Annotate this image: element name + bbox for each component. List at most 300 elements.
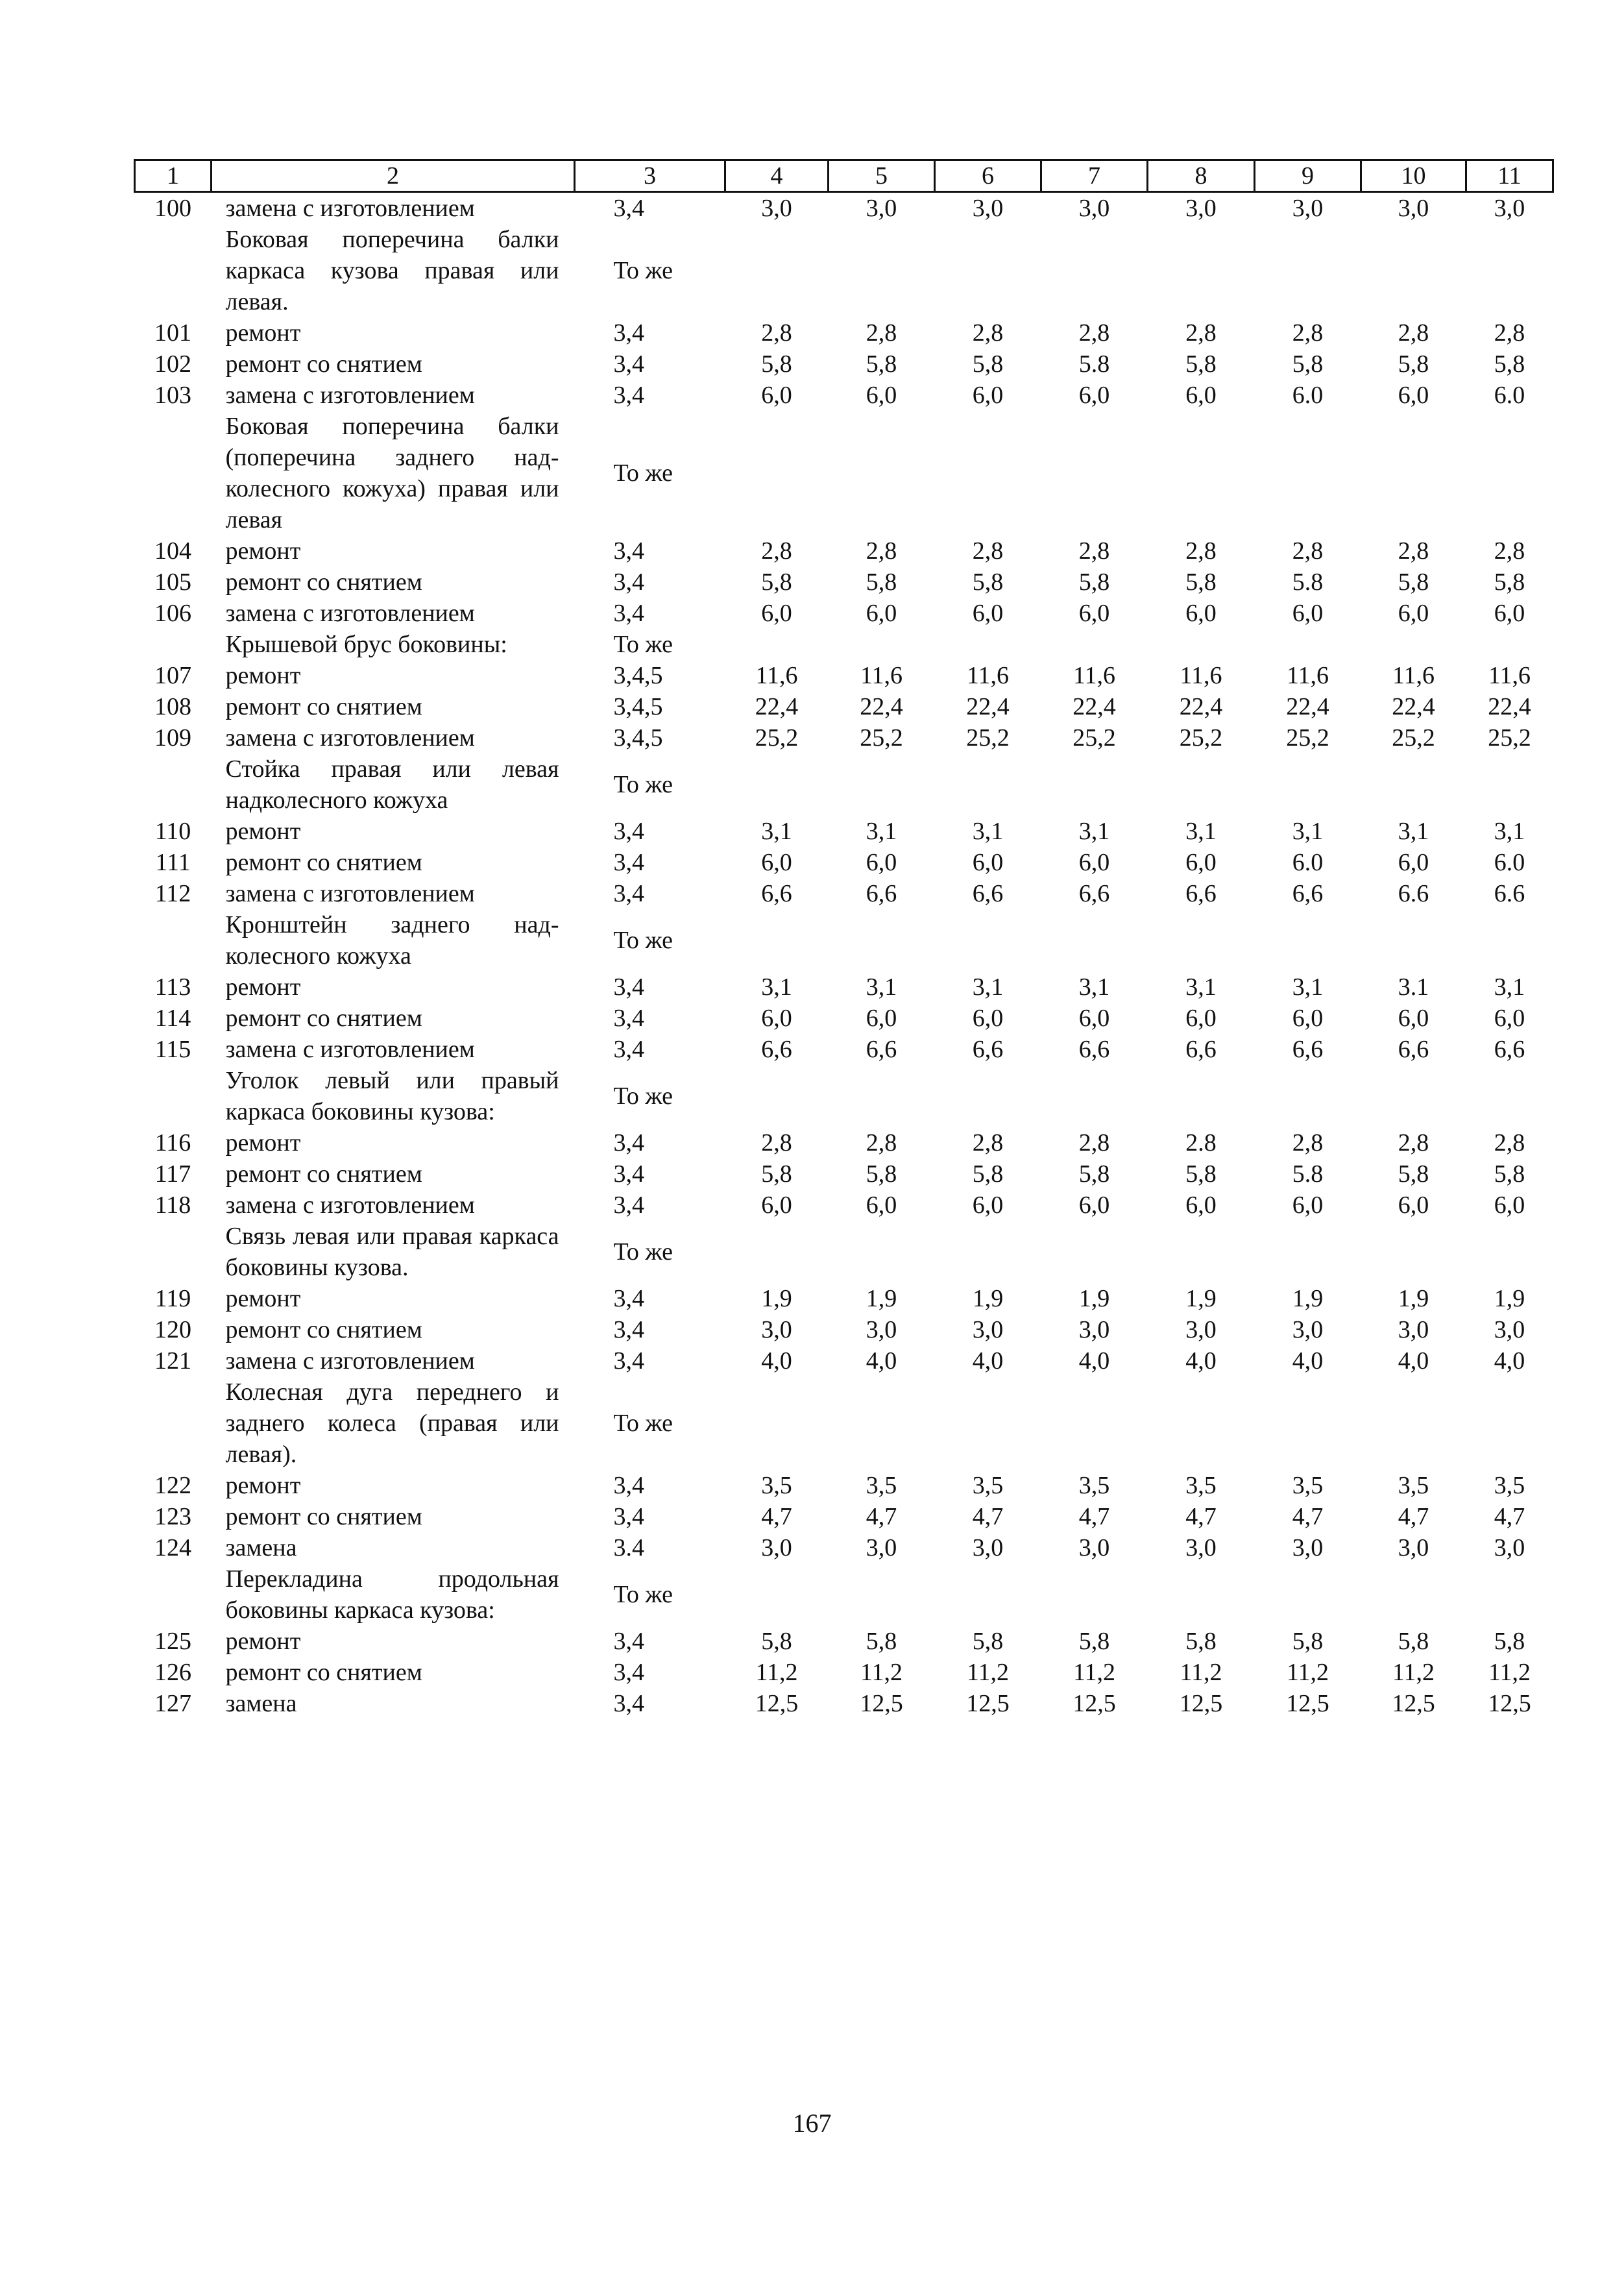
part-name: Крышевой брус боковины: [225,631,507,658]
condition-codes: 3,4 [613,1036,644,1063]
table-row [135,1657,1553,1688]
item-number: 101 [154,319,191,347]
operation-name: ремонт [225,1472,301,1499]
norm-value-col-4: 25,2 [755,724,799,752]
operation-name: ремонт со снятием [225,1316,422,1343]
operation-name: ремонт [225,973,301,1001]
norm-value-col-10: 6,6 [1398,1036,1429,1063]
condition-codes: 3,4 [613,1472,644,1499]
norm-value-col-10 [1361,1221,1466,1283]
norm-value-col-5: 3,0 [866,195,897,222]
norm-value-col-8: 5,8 [1185,350,1217,378]
norm-value-col-4: 5,8 [761,569,792,596]
norm-value-col-11: 6,0 [1494,600,1525,627]
norm-value-col-10: 6,0 [1398,1192,1429,1219]
norm-value-col-8 [1148,629,1255,660]
norm-value-col-6: 22,4 [966,693,1010,720]
norm-value-col-9 [1255,1376,1361,1470]
norm-value-col-5 [829,1563,935,1626]
norm-value-col-5: 12,5 [860,1690,903,1717]
norm-value-col-10 [1361,629,1466,660]
norm-value-col-6: 6,0 [972,1192,1004,1219]
norm-value-col-4 [725,1221,829,1283]
part-name: Уголок левый или правый каркаса боковины кузова: [225,1067,559,1125]
norm-value-col-8 [1148,753,1255,816]
norm-value-col-5: 5,8 [866,350,897,378]
norm-value-col-8: 3,0 [1185,1534,1217,1561]
item-number: 110 [154,818,191,845]
item-number: 105 [154,569,191,596]
norm-value-col-8 [1148,411,1255,535]
norm-value-col-7: 22,4 [1073,693,1116,720]
norm-value-col-5: 3,0 [866,1534,897,1561]
norm-value-col-6 [935,629,1041,660]
operation-name: ремонт со снятием [225,569,422,596]
part-name: Колесная дуга переднего и заднего колеса (правая или левая). [225,1378,559,1468]
norm-value-col-7: 2,8 [1078,537,1110,565]
norm-value-col-11: 5,8 [1494,1160,1525,1188]
norm-value-col-8: 4,7 [1185,1503,1217,1530]
norm-value-col-6: 2,8 [972,537,1004,565]
norm-value-col-5: 4,7 [866,1503,897,1530]
norm-value-col-5: 3,5 [866,1472,897,1499]
norm-value-col-8 [1148,224,1255,317]
norm-value-col-9 [1255,1065,1361,1127]
norm-value-col-4 [725,629,829,660]
norm-value-col-5: 5,8 [866,1628,897,1655]
condition-codes: 3,4 [613,849,644,876]
norm-value-col-7: 25,2 [1073,724,1116,752]
norm-value-col-8 [1148,909,1255,972]
norm-value-col-5 [829,753,935,816]
norm-value-col-9: 25,2 [1286,724,1329,752]
item-number: 117 [154,1160,191,1188]
norm-value-col-4 [725,411,829,535]
table-row [135,1003,1553,1034]
column-header-11: 11 [1466,160,1553,192]
norm-value-col-8: 3,1 [1185,818,1217,845]
part-name: Кронштейн заднего над-колесного кожуха [225,911,559,970]
norm-value-col-11: 3,0 [1494,1534,1525,1561]
norm-value-col-5: 5,8 [866,569,897,596]
condition-codes: 3,4,5 [613,693,663,720]
norm-value-col-5: 6,0 [866,600,897,627]
norm-value-col-10: 5,8 [1398,1628,1429,1655]
norm-value-col-11: 22,4 [1488,693,1531,720]
norm-value-col-6: 11,2 [966,1659,1010,1686]
norm-value-col-10: 6,0 [1398,600,1429,627]
norm-value-col-5: 3,1 [866,818,897,845]
norm-value-col-7: 2,8 [1078,1129,1110,1156]
part-name: Стойка правая или левая надколесного кожуха [225,755,559,814]
norm-value-col-6: 25,2 [966,724,1010,752]
norm-value-col-5: 6,0 [866,1005,897,1032]
column-header-7: 7 [1041,160,1148,192]
condition-codes: 3,4 [613,1129,644,1156]
norm-value-col-7 [1041,224,1148,317]
norm-value-col-9: 5.8 [1292,1160,1324,1188]
operation-name: ремонт [225,818,301,845]
group-heading-row [135,753,1553,816]
norm-value-col-5: 6,0 [866,382,897,409]
norm-value-col-11: 2,8 [1494,319,1525,347]
item-number: 108 [154,693,191,720]
norm-value-col-6: 6,0 [972,1005,1004,1032]
condition-codes: 3,4 [613,195,644,222]
norm-value-col-7: 6,0 [1078,600,1110,627]
norm-value-col-8: 6,0 [1185,1192,1217,1219]
norm-value-col-9: 5.8 [1292,569,1324,596]
column-header-2: 2 [212,160,575,192]
norm-value-col-9 [1255,629,1361,660]
norm-value-col-5: 6,0 [866,849,897,876]
norm-value-col-4: 11,6 [755,662,798,689]
condition-codes: 3,4 [613,1659,644,1686]
norm-value-col-9 [1255,411,1361,535]
table-row [135,1127,1553,1158]
norm-value-col-7 [1041,1376,1148,1470]
norm-value-col-9: 22,4 [1286,693,1329,720]
norm-value-col-10: 6.6 [1398,880,1429,907]
norm-value-col-7: 3,5 [1078,1472,1110,1499]
norm-value-col-6: 5,8 [972,350,1004,378]
part-name: Перекладина продольная боковины каркаса кузова: [225,1565,559,1624]
norm-value-col-9 [1255,1563,1361,1626]
condition-codes: То же [613,927,673,954]
condition-codes: 3,4 [613,600,644,627]
norm-value-col-4: 5,8 [761,350,792,378]
norm-value-col-11: 6,6 [1494,1036,1525,1063]
norm-value-col-4: 6,0 [761,1005,792,1032]
norm-value-col-5: 2,8 [866,1129,897,1156]
norm-value-col-4: 5,8 [761,1628,792,1655]
norm-value-col-6: 3,0 [972,1534,1004,1561]
table-row [135,317,1553,349]
norm-value-col-8: 6,0 [1185,1005,1217,1032]
norm-value-col-7: 6,0 [1078,1005,1110,1032]
condition-codes: 3,4 [613,880,644,907]
item-number [135,1563,212,1626]
condition-codes: 3,4 [613,1503,644,1530]
norm-value-col-8: 2.8 [1185,1129,1217,1156]
norm-value-col-4: 5,8 [761,1160,792,1188]
norm-value-col-9: 3,0 [1292,1316,1324,1343]
table-row [135,380,1553,411]
norm-value-col-9: 3,0 [1292,1534,1324,1561]
norm-value-col-4 [725,1376,829,1470]
norm-value-col-7: 4,0 [1078,1347,1110,1375]
norm-value-col-8: 22,4 [1179,693,1223,720]
norm-value-col-8: 6,6 [1185,1036,1217,1063]
norm-value-col-11: 6.0 [1494,382,1525,409]
operation-name: ремонт [225,1129,301,1156]
condition-codes: 3,4 [613,1160,644,1188]
condition-codes: 3,4 [613,350,644,378]
norm-value-col-9: 6,0 [1292,600,1324,627]
norm-value-col-10: 22,4 [1392,693,1435,720]
operation-name: замена с изготовлением [225,1347,475,1375]
column-header-row [135,160,1553,192]
norm-value-col-6: 5,8 [972,1628,1004,1655]
norm-value-col-11: 4,7 [1494,1503,1525,1530]
table-row [135,1532,1553,1563]
norm-value-col-5 [829,629,935,660]
operation-name: замена с изготовлением [225,880,475,907]
norm-value-col-4 [725,909,829,972]
item-number: 111 [155,849,191,876]
norm-value-col-6: 3,0 [972,195,1004,222]
table-row [135,535,1553,567]
norm-value-col-11 [1466,1376,1553,1470]
condition-codes: 3,4 [613,818,644,845]
norm-value-col-11: 12,5 [1488,1690,1531,1717]
norm-value-col-11: 6,0 [1494,1192,1525,1219]
norm-value-col-5: 3,0 [866,1316,897,1343]
norm-value-col-8: 3,5 [1185,1472,1217,1499]
norm-value-col-4: 6,0 [761,1192,792,1219]
table-body [135,192,1553,1720]
column-header-4: 4 [725,160,829,192]
operation-name: замена с изготовлением [225,600,475,627]
item-number: 115 [154,1036,191,1063]
norm-value-col-4 [725,1563,829,1626]
column-header-5: 5 [829,160,935,192]
group-heading-row [135,224,1553,317]
norm-value-col-11 [1466,629,1553,660]
norm-value-col-4: 3,1 [761,973,792,1001]
condition-codes: 3.4 [613,1534,644,1561]
norm-value-col-11 [1466,1065,1553,1127]
norm-value-col-10 [1361,753,1466,816]
table-row [135,691,1553,722]
norm-value-col-6: 5,8 [972,1160,1004,1188]
norm-value-col-7: 2,8 [1078,319,1110,347]
norm-value-col-8: 25,2 [1179,724,1223,752]
norm-value-col-11 [1466,411,1553,535]
norm-value-col-9: 3,1 [1292,973,1324,1001]
norm-value-col-11: 2,8 [1494,537,1525,565]
item-number: 106 [154,600,191,627]
norm-value-col-8: 5,8 [1185,1628,1217,1655]
norm-value-col-8: 2,8 [1185,537,1217,565]
norm-value-col-8 [1148,1065,1255,1127]
condition-codes: То же [613,1581,673,1608]
norm-value-col-8: 6,0 [1185,600,1217,627]
norm-value-col-6 [935,1221,1041,1283]
norm-value-col-10: 2,8 [1398,537,1429,565]
norm-value-col-9: 6,0 [1292,1005,1324,1032]
table-row [135,1626,1553,1657]
norm-value-col-6: 6,0 [972,382,1004,409]
condition-codes: То же [613,1082,673,1110]
part-name: Боковая поперечина балки (поперечина заднего над-колесного кожуха) правая или левая [225,413,559,533]
norm-value-col-10: 5,8 [1398,569,1429,596]
norm-value-col-6: 3,5 [972,1472,1004,1499]
norm-value-col-9: 6,6 [1292,880,1324,907]
norm-value-col-4: 6,0 [761,600,792,627]
table-row [135,847,1553,878]
table-row [135,1283,1553,1314]
condition-codes: 3,4 [613,1690,644,1717]
table-row [135,567,1553,598]
item-number: 114 [154,1005,191,1032]
norm-value-col-5: 2,8 [866,537,897,565]
norm-value-col-11: 3,1 [1494,818,1525,845]
norm-value-col-7: 1,9 [1078,1285,1110,1312]
norm-value-col-6: 6,6 [972,880,1004,907]
norm-value-col-8: 3,0 [1185,195,1217,222]
norm-value-col-9: 3,0 [1292,195,1324,222]
norm-value-col-9: 11,2 [1286,1659,1329,1686]
item-number: 123 [154,1503,191,1530]
table-row [135,349,1553,380]
norm-value-col-6: 11,6 [966,662,1010,689]
item-number: 100 [154,195,191,222]
norm-value-col-10: 2,8 [1398,319,1429,347]
norm-value-col-11: 6,0 [1494,1005,1525,1032]
norm-value-col-6: 6,0 [972,600,1004,627]
norm-value-col-10: 25,2 [1392,724,1435,752]
table-row [135,598,1553,629]
norm-value-col-8: 6,6 [1185,880,1217,907]
norm-value-col-4 [725,224,829,317]
norm-value-col-4: 11,2 [755,1659,798,1686]
norm-value-col-5 [829,1065,935,1127]
operation-name: замена с изготовлением [225,382,475,409]
item-number: 103 [154,382,191,409]
norm-value-col-11: 1,9 [1494,1285,1525,1312]
norm-value-col-7 [1041,1221,1148,1283]
condition-codes: 3,4 [613,1005,644,1032]
norm-value-col-4 [725,1065,829,1127]
norm-value-col-7: 6,0 [1078,849,1110,876]
norm-value-col-6: 1,9 [972,1285,1004,1312]
condition-codes: 3,4,5 [613,662,663,689]
norm-value-col-11: 11,2 [1488,1659,1531,1686]
norm-value-col-11: 6.6 [1494,880,1525,907]
norm-value-col-11: 3,5 [1494,1472,1525,1499]
norm-value-col-10: 3,5 [1398,1472,1429,1499]
item-number: 122 [154,1472,191,1499]
item-number [135,1376,212,1470]
norm-value-col-10: 3,0 [1398,195,1429,222]
operation-name: замена с изготовлением [225,1036,475,1063]
condition-codes: 3,4 [613,1347,644,1375]
norm-value-col-7: 6,6 [1078,880,1110,907]
norm-value-col-7 [1041,629,1148,660]
norm-value-col-5: 2,8 [866,319,897,347]
item-number: 113 [154,973,191,1001]
norm-value-col-4: 6,6 [761,880,792,907]
norm-value-col-11 [1466,1563,1553,1626]
operation-name: ремонт [225,537,301,565]
column-header-6: 6 [935,160,1041,192]
norm-value-col-9 [1255,224,1361,317]
norm-value-col-7: 5,8 [1078,1160,1110,1188]
norm-value-col-10 [1361,1376,1466,1470]
norm-value-col-8: 12,5 [1179,1690,1223,1717]
table-row [135,878,1553,909]
condition-codes: То же [613,459,673,487]
norm-value-col-8: 6,0 [1185,849,1217,876]
operation-name: ремонт [225,319,301,347]
group-heading-row [135,1376,1553,1470]
norm-value-col-10: 5,8 [1398,1160,1429,1188]
condition-codes: То же [613,257,673,284]
norm-value-col-4: 6,0 [761,382,792,409]
item-number: 116 [154,1129,191,1156]
norm-value-col-11 [1466,1221,1553,1283]
norm-value-col-7: 5.8 [1078,350,1110,378]
norms-table [134,159,1554,1719]
norm-value-col-4: 22,4 [755,693,799,720]
item-number: 121 [154,1347,191,1375]
norm-value-col-11: 11,6 [1488,662,1531,689]
column-header-3: 3 [575,160,725,192]
norm-value-col-4: 3,0 [761,1534,792,1561]
norm-value-col-8: 1,9 [1185,1285,1217,1312]
table-row [135,1501,1553,1532]
norm-value-col-9 [1255,1221,1361,1283]
norm-value-col-4: 1,9 [761,1285,792,1312]
norm-value-col-11: 3,1 [1494,973,1525,1001]
norm-value-col-11: 6.0 [1494,849,1525,876]
norm-value-col-9: 2,8 [1292,537,1324,565]
norm-value-col-6: 2,8 [972,319,1004,347]
condition-codes: 3,4 [613,537,644,565]
norm-value-col-5 [829,909,935,972]
norm-value-col-10: 3.1 [1398,973,1429,1001]
item-number: 125 [154,1628,191,1655]
condition-codes: 3,4 [613,319,644,347]
column-header-10: 10 [1361,160,1466,192]
operation-name: ремонт со снятием [225,1659,422,1686]
norm-value-col-5: 25,2 [860,724,903,752]
norm-value-col-7: 6,0 [1078,1192,1110,1219]
group-heading-row [135,909,1553,972]
norm-value-col-4 [725,753,829,816]
table-row [135,1345,1553,1376]
condition-codes: 3,4 [613,382,644,409]
norm-value-col-6 [935,224,1041,317]
norm-value-col-9: 5,8 [1292,350,1324,378]
norm-value-col-7: 3,0 [1078,1316,1110,1343]
norm-value-col-10: 4,0 [1398,1347,1429,1375]
operation-name: ремонт со снятием [225,1005,422,1032]
norm-value-col-9: 2,8 [1292,319,1324,347]
condition-codes: 3,4 [613,1192,644,1219]
norm-value-col-7 [1041,1563,1148,1626]
item-number [135,411,212,535]
norm-value-col-8: 11,6 [1180,662,1222,689]
norm-value-col-4: 2,8 [761,537,792,565]
norm-value-col-11: 25,2 [1488,724,1531,752]
norm-value-col-7: 6,6 [1078,1036,1110,1063]
group-heading-row [135,1221,1553,1283]
part-name: Боковая поперечина балки каркаса кузова правая или левая. [225,226,559,315]
norm-value-col-7: 6,0 [1078,382,1110,409]
norm-value-col-6: 4,7 [972,1503,1004,1530]
norm-value-col-7: 3,0 [1078,195,1110,222]
norm-value-col-9: 1,9 [1292,1285,1324,1312]
norm-value-col-9: 5,8 [1292,1628,1324,1655]
norm-value-col-11: 5,8 [1494,1628,1525,1655]
table-row [135,1190,1553,1221]
norm-value-col-10: 6,0 [1398,382,1429,409]
operation-name: ремонт со снятием [225,350,422,378]
operation-name: ремонт [225,662,301,689]
norm-value-col-10: 6,0 [1398,1005,1429,1032]
